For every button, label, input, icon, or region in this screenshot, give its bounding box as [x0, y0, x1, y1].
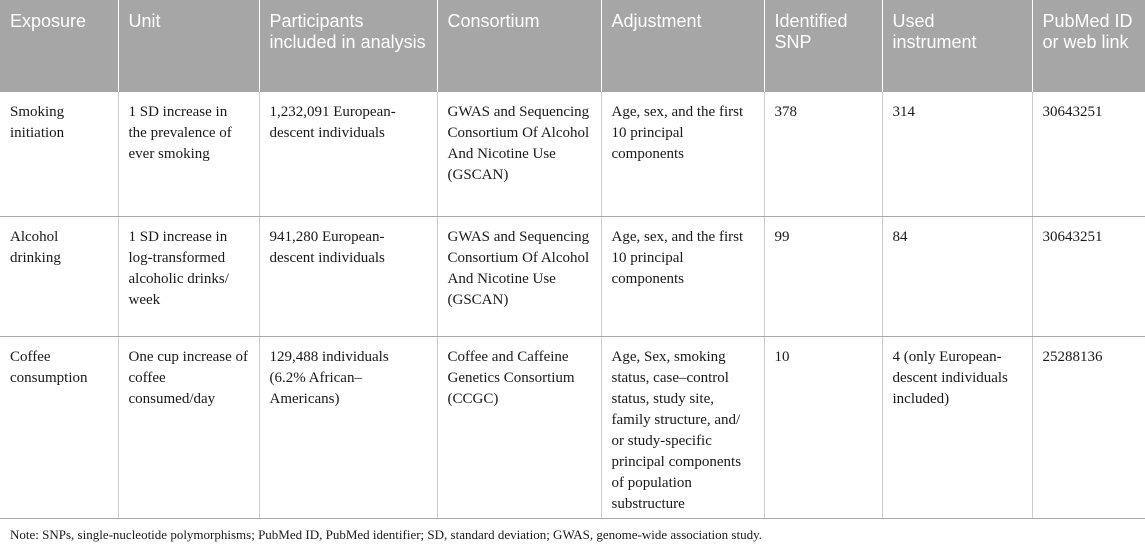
cell-exposure: Smoking initiation: [0, 92, 118, 216]
cell-participants: 129,488 individuals (6.2% African–Americans): [259, 336, 437, 518]
header-unit: Unit: [118, 0, 259, 92]
cell-consortium: GWAS and Sequencing Consortium Of Alcohol And Nicotine Use (GSCAN): [437, 92, 601, 216]
cell-used-instrument: 314: [882, 92, 1032, 216]
table-row: [0, 216, 1145, 336]
cell-exposure: Alcohol drinking: [0, 216, 118, 336]
table-row: [0, 336, 1145, 518]
cell-unit: 1 SD increase in log-transformed alcoholic drinks/ week: [118, 216, 259, 336]
cell-unit: One cup increase of coffee consumed/day: [118, 336, 259, 518]
table-note: Note: SNPs, single-nucleotide polymorphisms; PubMed ID, PubMed identifier; SD, standard deviation; GWAS, genome-wide association study.: [10, 527, 762, 542]
header-pubmed: PubMed ID or web link: [1032, 0, 1145, 92]
cell-consortium: Coffee and Caffeine Genetics Consortium (CCGC): [437, 336, 601, 518]
cell-unit: 1 SD increase in the prevalence of ever smoking: [118, 92, 259, 216]
cell-pubmed: 30643251: [1032, 92, 1145, 216]
header-exposure: Exposure: [0, 0, 118, 92]
header-identified-snp: Identified SNP: [764, 0, 882, 92]
table-header-row: [0, 0, 1145, 92]
cell-pubmed: 30643251: [1032, 216, 1145, 336]
cell-identified-snp: 99: [764, 216, 882, 336]
cell-pubmed: 25288136: [1032, 336, 1145, 518]
cell-participants: 1,232,091 European-descent individuals: [259, 92, 437, 216]
cell-exposure: Coffee consumption: [0, 336, 118, 518]
header-adjustment: Adjustment: [601, 0, 764, 92]
cell-adjustment: Age, Sex, smoking status, case–control status, study site, family structure, and/ or study-specific principal components of population substructure: [601, 336, 764, 518]
cell-adjustment: Age, sex, and the first 10 principal components: [601, 92, 764, 216]
cell-used-instrument: 84: [882, 216, 1032, 336]
header-participants: Participants included in analysis: [259, 0, 437, 92]
cell-consortium: GWAS and Sequencing Consortium Of Alcohol And Nicotine Use (GSCAN): [437, 216, 601, 336]
header-consortium: Consortium: [437, 0, 601, 92]
table-row: [0, 92, 1145, 216]
cell-participants: 941,280 European-descent individuals: [259, 216, 437, 336]
header-used-instrument: Used instrument: [882, 0, 1032, 92]
cell-identified-snp: 10: [764, 336, 882, 518]
cell-identified-snp: 378: [764, 92, 882, 216]
cell-adjustment: Age, sex, and the first 10 principal components: [601, 216, 764, 336]
cell-used-instrument: 4 (only European-descent individuals included): [882, 336, 1032, 518]
